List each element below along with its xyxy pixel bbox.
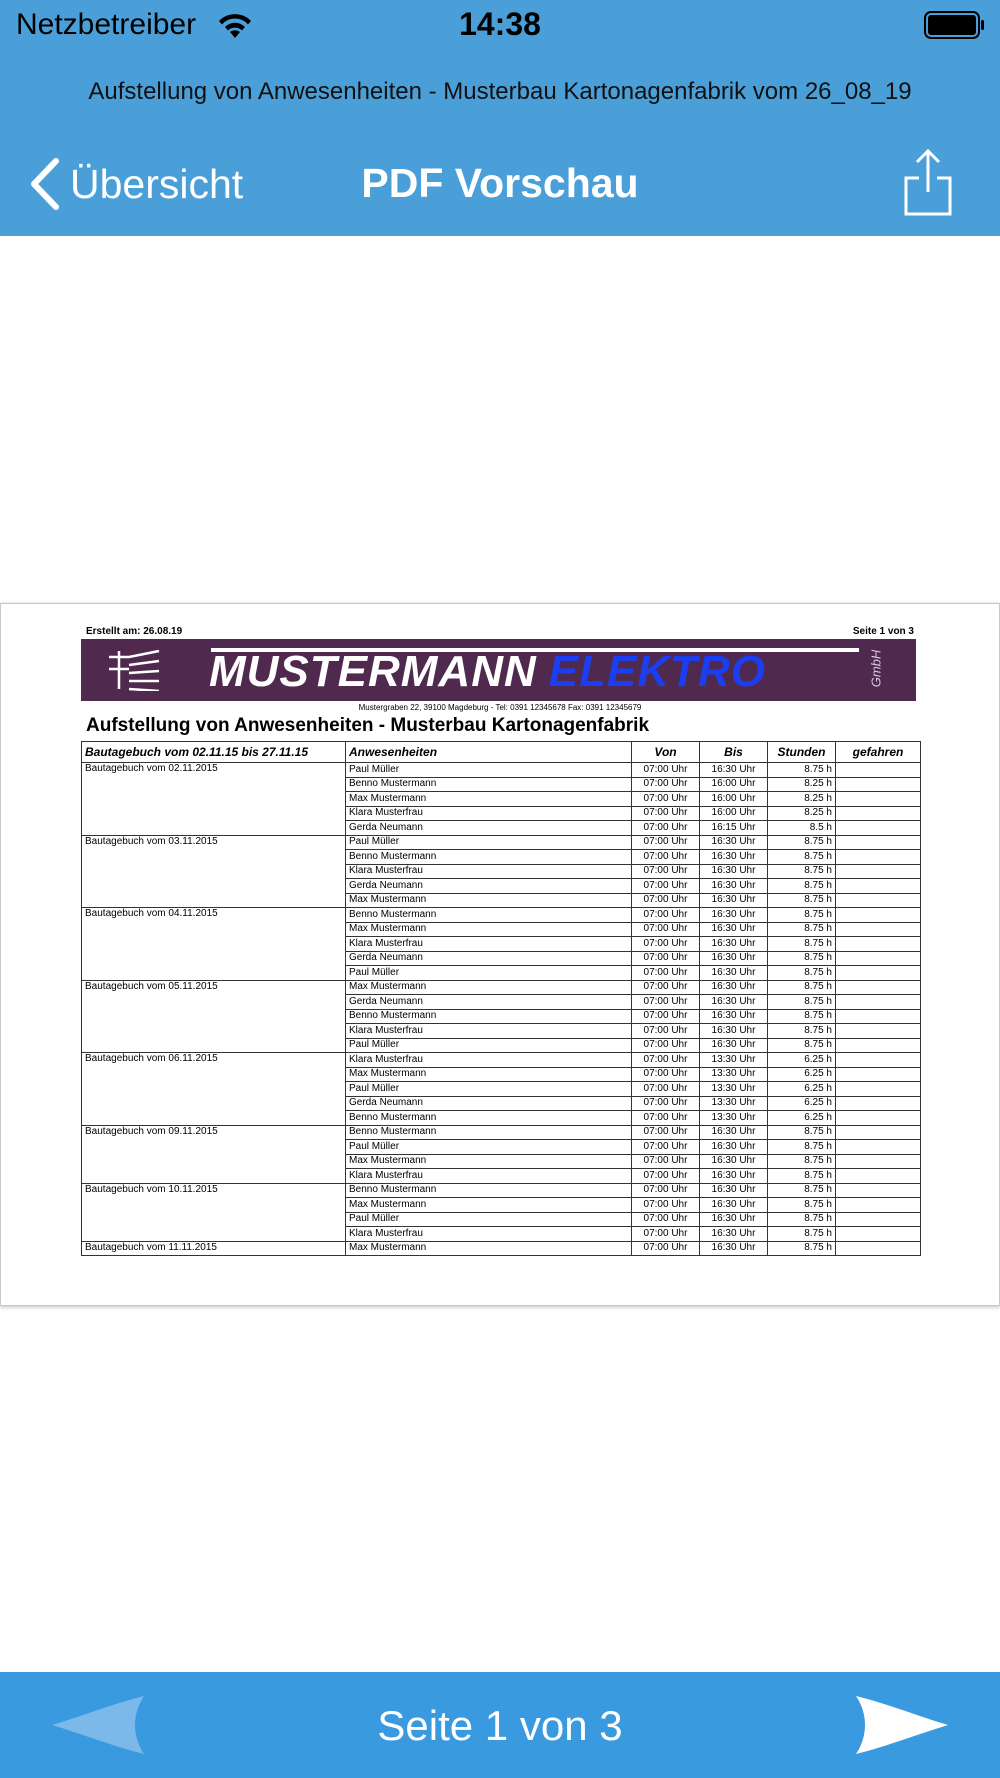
attendance-table — [81, 741, 921, 1256]
group-label: Bautagebuch vom 05.11.2015 — [82, 980, 346, 1053]
end-time-cell: 16:30 Uhr — [700, 908, 768, 923]
attendee-name-cell: Gerda Neumann — [346, 879, 632, 894]
driven-cell — [836, 1009, 921, 1024]
start-time-cell: 07:00 Uhr — [632, 922, 700, 937]
end-time-cell: 13:30 Uhr — [700, 1053, 768, 1068]
hours-cell: 8.25 h — [768, 792, 836, 807]
company-logo — [81, 639, 916, 701]
driven-cell — [836, 792, 921, 807]
driven-cell — [836, 951, 921, 966]
page-indicator: Seite 1 von 3 — [377, 1702, 623, 1749]
group-label: Bautagebuch vom 04.11.2015 — [82, 908, 346, 981]
attendee-name-cell: Gerda Neumann — [346, 951, 632, 966]
end-time-cell: 16:30 Uhr — [700, 922, 768, 937]
column-header: Stunden — [768, 742, 836, 763]
navigation-header — [0, 0, 1000, 236]
hours-cell: 8.75 h — [768, 908, 836, 923]
start-time-cell: 07:00 Uhr — [632, 879, 700, 894]
table-row — [82, 908, 921, 923]
driven-cell — [836, 1125, 921, 1140]
driven-cell — [836, 850, 921, 865]
table-row — [82, 835, 921, 850]
end-time-cell: 16:30 Uhr — [700, 1038, 768, 1053]
group-label: Bautagebuch vom 02.11.2015 — [82, 763, 346, 836]
end-time-cell: 16:30 Uhr — [700, 1183, 768, 1198]
driven-cell — [836, 806, 921, 821]
back-button-label: Übersicht — [70, 160, 244, 207]
document-title: Aufstellung von Anwesenheiten - Musterbau Kartonagenfabrik — [86, 715, 650, 736]
start-time-cell: 07:00 Uhr — [632, 1096, 700, 1111]
driven-cell — [836, 1082, 921, 1097]
start-time-cell: 07:00 Uhr — [632, 835, 700, 850]
hours-cell: 6.25 h — [768, 1053, 836, 1068]
start-time-cell: 07:00 Uhr — [632, 908, 700, 923]
end-time-cell: 16:30 Uhr — [700, 995, 768, 1010]
hours-cell: 8.75 h — [768, 864, 836, 879]
start-time-cell: 07:00 Uhr — [632, 864, 700, 879]
start-time-cell: 07:00 Uhr — [632, 893, 700, 908]
hours-cell: 6.25 h — [768, 1111, 836, 1126]
group-label: Bautagebuch vom 10.11.2015 — [82, 1183, 346, 1241]
table-row — [82, 1125, 921, 1140]
hours-cell: 8.75 h — [768, 995, 836, 1010]
driven-cell — [836, 864, 921, 879]
driven-cell — [836, 1096, 921, 1111]
logo-mark-icon — [105, 649, 163, 691]
hours-cell: 8.75 h — [768, 1198, 836, 1213]
start-time-cell: 07:00 Uhr — [632, 980, 700, 995]
hours-cell: 6.25 h — [768, 1067, 836, 1082]
driven-cell — [836, 1183, 921, 1198]
start-time-cell: 07:00 Uhr — [632, 821, 700, 836]
end-time-cell: 13:30 Uhr — [700, 1096, 768, 1111]
end-time-cell: 16:30 Uhr — [700, 1125, 768, 1140]
driven-cell — [836, 1241, 921, 1256]
hours-cell: 8.75 h — [768, 922, 836, 937]
start-time-cell: 07:00 Uhr — [632, 763, 700, 778]
start-time-cell: 07:00 Uhr — [632, 1140, 700, 1155]
driven-cell — [836, 1212, 921, 1227]
company-address: Mustergraben 22, 39100 Magdeburg - Tel: 0391 12345678 Fax: 0391 12345679 — [358, 703, 642, 712]
column-header: Anwesenheiten — [346, 742, 632, 763]
clock: 14:38 — [459, 6, 541, 42]
end-time-cell: 16:30 Uhr — [700, 1241, 768, 1256]
hours-cell: 8.75 h — [768, 835, 836, 850]
end-time-cell: 16:30 Uhr — [700, 951, 768, 966]
start-time-cell: 07:00 Uhr — [632, 1053, 700, 1068]
hours-cell: 8.75 h — [768, 1009, 836, 1024]
carrier-name: Netzbetreiber — [16, 8, 197, 41]
attendee-name-cell: Gerda Neumann — [346, 1096, 632, 1111]
table-body — [82, 763, 921, 1256]
start-time-cell: 07:00 Uhr — [632, 806, 700, 821]
attendee-name-cell: Paul Müller — [346, 835, 632, 850]
end-time-cell: 16:30 Uhr — [700, 879, 768, 894]
attendee-name-cell: Max Mustermann — [346, 922, 632, 937]
hours-cell: 8.75 h — [768, 1169, 836, 1184]
start-time-cell: 07:00 Uhr — [632, 1183, 700, 1198]
hours-cell: 8.75 h — [768, 1154, 836, 1169]
created-date: Erstellt am: 26.08.19 — [86, 626, 183, 637]
end-time-cell: 16:30 Uhr — [700, 1154, 768, 1169]
driven-cell — [836, 1169, 921, 1184]
share-icon[interactable] — [902, 148, 954, 216]
attendee-name-cell: Paul Müller — [346, 966, 632, 981]
end-time-cell: 16:30 Uhr — [700, 966, 768, 981]
end-time-cell: 16:30 Uhr — [700, 1212, 768, 1227]
hours-cell: 8.25 h — [768, 777, 836, 792]
attendee-name-cell: Benno Mustermann — [346, 1009, 632, 1024]
attendee-name-cell: Klara Musterfrau — [346, 937, 632, 952]
attendee-name-cell: Max Mustermann — [346, 1198, 632, 1213]
hours-cell: 8.75 h — [768, 980, 836, 995]
end-time-cell: 16:30 Uhr — [700, 864, 768, 879]
attendee-name-cell: Benno Mustermann — [346, 777, 632, 792]
driven-cell — [836, 908, 921, 923]
hours-cell: 8.5 h — [768, 821, 836, 836]
page-info: Seite 1 von 3 — [852, 626, 914, 637]
hours-cell: 8.75 h — [768, 951, 836, 966]
hours-cell: 8.75 h — [768, 1183, 836, 1198]
end-time-cell: 16:30 Uhr — [700, 850, 768, 865]
logo-text — [209, 647, 766, 697]
start-time-cell: 07:00 Uhr — [632, 1111, 700, 1126]
start-time-cell: 07:00 Uhr — [632, 1067, 700, 1082]
column-header: gefahren — [836, 742, 921, 763]
start-time-cell: 07:00 Uhr — [632, 1169, 700, 1184]
logo-gmbh: GmbH — [868, 649, 884, 688]
driven-cell — [836, 937, 921, 952]
column-header: Bis — [700, 742, 768, 763]
start-time-cell: 07:00 Uhr — [632, 1125, 700, 1140]
attendee-name-cell: Benno Mustermann — [346, 850, 632, 865]
attendee-name-cell: Benno Mustermann — [346, 1125, 632, 1140]
end-time-cell: 16:00 Uhr — [700, 777, 768, 792]
table-row — [82, 1241, 921, 1256]
end-time-cell: 16:30 Uhr — [700, 1169, 768, 1184]
start-time-cell: 07:00 Uhr — [632, 1024, 700, 1039]
end-time-cell: 16:30 Uhr — [700, 1024, 768, 1039]
group-label: Bautagebuch vom 03.11.2015 — [82, 835, 346, 908]
table-row — [82, 1053, 921, 1068]
start-time-cell: 07:00 Uhr — [632, 1212, 700, 1227]
start-time-cell: 07:00 Uhr — [632, 951, 700, 966]
start-time-cell: 07:00 Uhr — [632, 1241, 700, 1256]
start-time-cell: 07:00 Uhr — [632, 1082, 700, 1097]
page-title: PDF Vorschau — [361, 160, 639, 206]
table-header-row — [82, 742, 921, 763]
driven-cell — [836, 922, 921, 937]
start-time-cell: 07:00 Uhr — [632, 1038, 700, 1053]
table-row — [82, 763, 921, 778]
attendee-name-cell: Benno Mustermann — [346, 1183, 632, 1198]
end-time-cell: 13:30 Uhr — [700, 1082, 768, 1097]
driven-cell — [836, 1038, 921, 1053]
attendee-name-cell: Benno Mustermann — [346, 908, 632, 923]
start-time-cell: 07:00 Uhr — [632, 850, 700, 865]
start-time-cell: 07:00 Uhr — [632, 777, 700, 792]
arrow-right-icon[interactable] — [852, 1694, 948, 1756]
attendee-name-cell: Max Mustermann — [346, 1154, 632, 1169]
attendee-name-cell: Paul Müller — [346, 763, 632, 778]
end-time-cell: 16:30 Uhr — [700, 1009, 768, 1024]
end-time-cell: 16:30 Uhr — [700, 1198, 768, 1213]
driven-cell — [836, 966, 921, 981]
hours-cell: 8.75 h — [768, 1038, 836, 1053]
end-time-cell: 16:15 Uhr — [700, 821, 768, 836]
end-time-cell: 16:00 Uhr — [700, 806, 768, 821]
driven-cell — [836, 1067, 921, 1082]
end-time-cell: 13:30 Uhr — [700, 1111, 768, 1126]
end-time-cell: 16:30 Uhr — [700, 1140, 768, 1155]
hours-cell: 8.75 h — [768, 1212, 836, 1227]
end-time-cell: 13:30 Uhr — [700, 1067, 768, 1082]
hours-cell: 8.75 h — [768, 966, 836, 981]
pdf-viewer[interactable] — [0, 236, 1000, 1672]
column-header: Von — [632, 742, 700, 763]
start-time-cell: 07:00 Uhr — [632, 937, 700, 952]
table-row — [82, 1183, 921, 1198]
document-subtitle: Aufstellung von Anwesenheiten - Musterbau Kartonagenfabrik vom 26_08_19 — [88, 78, 912, 105]
end-time-cell: 16:30 Uhr — [700, 1227, 768, 1242]
hours-cell: 8.75 h — [768, 1125, 836, 1140]
driven-cell — [836, 980, 921, 995]
table-row — [82, 980, 921, 995]
logo-word-elektro: ELEKTRO — [548, 647, 766, 696]
driven-cell — [836, 995, 921, 1010]
hours-cell: 8.75 h — [768, 893, 836, 908]
attendee-name-cell: Klara Musterfrau — [346, 1227, 632, 1242]
hours-cell: 6.25 h — [768, 1096, 836, 1111]
end-time-cell: 16:30 Uhr — [700, 763, 768, 778]
driven-cell — [836, 1024, 921, 1039]
attendee-name-cell: Klara Musterfrau — [346, 806, 632, 821]
driven-cell — [836, 879, 921, 894]
battery-icon — [924, 11, 986, 39]
start-time-cell: 07:00 Uhr — [632, 1227, 700, 1242]
driven-cell — [836, 1198, 921, 1213]
start-time-cell: 07:00 Uhr — [632, 1154, 700, 1169]
status-bar — [0, 0, 1000, 52]
attendee-name-cell: Klara Musterfrau — [346, 864, 632, 879]
attendee-name-cell: Klara Musterfrau — [346, 1169, 632, 1184]
attendee-name-cell: Paul Müller — [346, 1212, 632, 1227]
attendee-name-cell: Max Mustermann — [346, 1067, 632, 1082]
group-label: Bautagebuch vom 09.11.2015 — [82, 1125, 346, 1183]
column-header: Bautagebuch vom 02.11.15 bis 27.11.15 — [82, 742, 346, 763]
driven-cell — [836, 893, 921, 908]
hours-cell: 8.75 h — [768, 850, 836, 865]
hours-cell: 8.75 h — [768, 879, 836, 894]
driven-cell — [836, 1140, 921, 1155]
attendee-name-cell: Paul Müller — [346, 1038, 632, 1053]
hours-cell: 8.25 h — [768, 806, 836, 821]
attendee-name-cell: Gerda Neumann — [346, 995, 632, 1010]
end-time-cell: 16:00 Uhr — [700, 792, 768, 807]
attendee-name-cell: Paul Müller — [346, 1140, 632, 1155]
start-time-cell: 07:00 Uhr — [632, 792, 700, 807]
attendee-name-cell: Max Mustermann — [346, 1241, 632, 1256]
hours-cell: 8.75 h — [768, 1024, 836, 1039]
hours-cell: 8.75 h — [768, 937, 836, 952]
start-time-cell: 07:00 Uhr — [632, 1198, 700, 1213]
start-time-cell: 07:00 Uhr — [632, 1009, 700, 1024]
end-time-cell: 16:30 Uhr — [700, 893, 768, 908]
start-time-cell: 07:00 Uhr — [632, 966, 700, 981]
attendee-name-cell: Max Mustermann — [346, 792, 632, 807]
end-time-cell: 16:30 Uhr — [700, 835, 768, 850]
attendee-name-cell: Paul Müller — [346, 1082, 632, 1097]
group-label: Bautagebuch vom 11.11.2015 — [82, 1241, 346, 1256]
attendee-name-cell: Klara Musterfrau — [346, 1024, 632, 1039]
attendee-name-cell: Benno Mustermann — [346, 1111, 632, 1126]
end-time-cell: 16:30 Uhr — [700, 980, 768, 995]
start-time-cell: 07:00 Uhr — [632, 995, 700, 1010]
driven-cell — [836, 821, 921, 836]
hours-cell: 6.25 h — [768, 1082, 836, 1097]
hours-cell: 8.75 h — [768, 1227, 836, 1242]
driven-cell — [836, 1053, 921, 1068]
hours-cell: 8.75 h — [768, 1140, 836, 1155]
attendee-name-cell: Gerda Neumann — [346, 821, 632, 836]
attendee-name-cell: Max Mustermann — [346, 893, 632, 908]
driven-cell — [836, 835, 921, 850]
driven-cell — [836, 1111, 921, 1126]
group-label: Bautagebuch vom 06.11.2015 — [82, 1053, 346, 1126]
attendee-name-cell: Klara Musterfrau — [346, 1053, 632, 1068]
pdf-page — [0, 603, 1000, 1306]
driven-cell — [836, 777, 921, 792]
hours-cell: 8.75 h — [768, 1241, 836, 1256]
hours-cell: 8.75 h — [768, 763, 836, 778]
attendee-name-cell: Max Mustermann — [346, 980, 632, 995]
bottom-toolbar — [0, 1672, 1000, 1778]
driven-cell — [836, 763, 921, 778]
end-time-cell: 16:30 Uhr — [700, 937, 768, 952]
driven-cell — [836, 1154, 921, 1169]
logo-word-mustermann: MUSTERMANN — [209, 647, 537, 696]
driven-cell — [836, 1227, 921, 1242]
